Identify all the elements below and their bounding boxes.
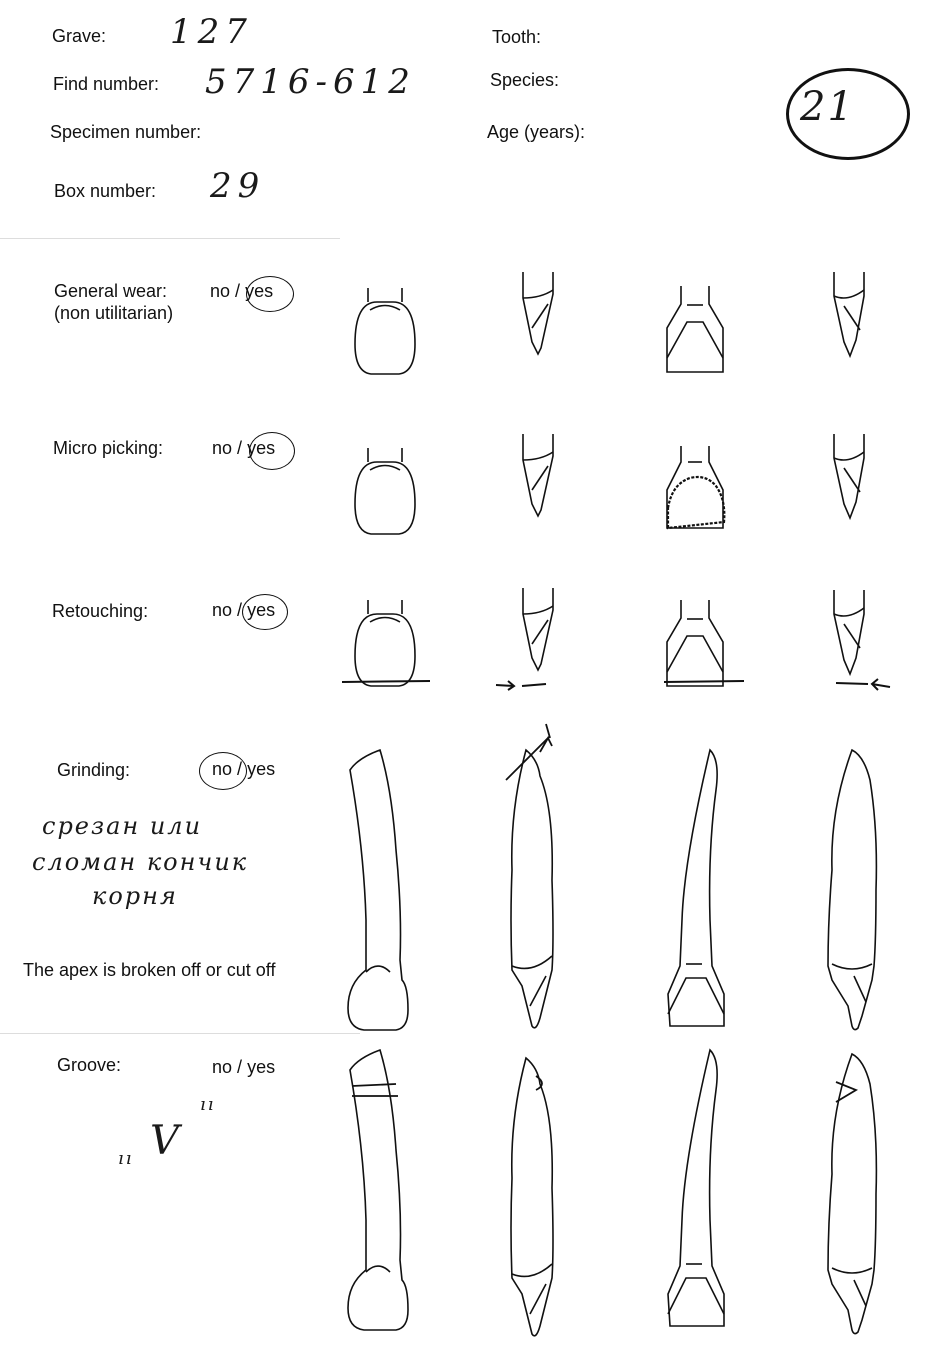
- tooth-label: Tooth:: [492, 27, 542, 47]
- box-number-value: 29: [210, 166, 266, 206]
- grave-label: Grave:: [52, 26, 107, 46]
- retouching-slash: /: [237, 600, 243, 620]
- age-label: Age (years):: [487, 122, 586, 142]
- retouching-yes: yes: [247, 600, 276, 620]
- general-wear-label: General wear:: [54, 281, 168, 301]
- general-wear-sublabel: (non utilitarian): [54, 303, 174, 323]
- find-number-value: 5716-612: [205, 62, 416, 102]
- grinding-yes: yes: [247, 759, 276, 779]
- grinding-label: Grinding:: [57, 760, 131, 780]
- general-wear-yes: yes: [245, 281, 274, 301]
- micro-picking-label: Micro picking:: [53, 438, 164, 458]
- micro-picking-slash: /: [237, 438, 243, 458]
- grinding-slash: /: [237, 759, 243, 779]
- grinding-handwritten-line-1: срезан или: [42, 812, 203, 840]
- grinding-handwritten-line-2: сломан кончик: [32, 848, 249, 876]
- groove-slash: /: [237, 1057, 243, 1077]
- general-wear-no: no: [210, 281, 231, 301]
- groove-yes: yes: [247, 1057, 276, 1077]
- retouching-label: Retouching:: [52, 601, 149, 621]
- micro-picking-no: no: [212, 438, 233, 458]
- groove-handwritten-mark: V: [150, 1118, 185, 1164]
- micro-picking-yes: yes: [247, 438, 276, 458]
- general-wear-slash: /: [235, 281, 241, 301]
- retouching-no: no: [212, 600, 233, 620]
- groove-label: Groove:: [57, 1055, 122, 1075]
- grave-value: 127: [170, 12, 253, 52]
- grinding-no: no: [212, 759, 233, 779]
- grinding-handwritten-line-3: корня: [92, 882, 178, 910]
- groove-quote-open: ıı: [118, 1148, 134, 1169]
- species-label: Species:: [490, 70, 560, 90]
- groove-quote-close: ıı: [200, 1094, 216, 1115]
- grinding-note: The apex is broken off or cut off: [23, 960, 276, 980]
- find-number-label: Find number:: [53, 74, 160, 94]
- circled-number: 21: [800, 84, 855, 130]
- specimen-number-label: Specimen number:: [50, 122, 202, 142]
- groove-no: no: [212, 1057, 233, 1077]
- box-number-label: Box number:: [54, 181, 157, 201]
